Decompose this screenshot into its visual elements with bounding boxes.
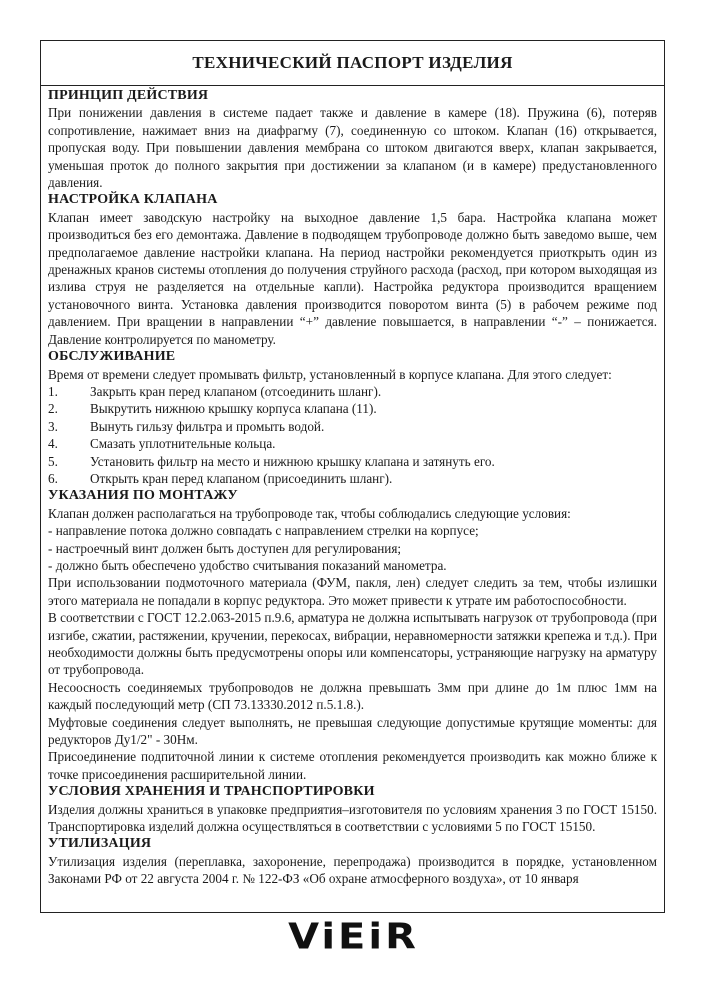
logo-text: ViEiR	[288, 916, 419, 958]
disposal-text: Утилизация изделия (переплавка, захоронение, перепродажа) производится в порядке, установленном Законами РФ от 22 августа 2004 г. № 122-ФЗ «Об охране атмосферного воздуха», от 10 января	[48, 853, 657, 887]
list-item: 2. Выкрутить нижнюю крышку корпуса клапана (11).	[48, 401, 377, 417]
service-intro: Время от времени следует промывать фильтр, установленный в корпусе клапана. Для этого следует:	[48, 366, 612, 382]
list-item: 4. Смазать уплотнительные кольца.	[48, 436, 276, 452]
setup-text: Клапан имеет заводскую настройку на выходное давление 1,5 бара. Настройка клапана может производиться без его демонтажа. Давление в подводящем трубопроводе должно быть заведомо выше, чем предполагаемое давление настройки клапана. На период настройки рекомендуется приоткрыть один из дренажных кранов системы отопления до получения струйного расхода (расход, при котором выходящая из излива струя не разделяется на отдельные капли). Настройка редуктора производится вращением установочного винта. Установка давления производится поворотом винта (5) в рабочем режиме под давлением. При вращении в направлении “+” давление повышается, в направлении “-” – понижается. Давление контролируется по манометру.	[48, 209, 657, 347]
heading-storage: УСЛОВИЯ ХРАНЕНИЯ И ТРАНСПОРТИРОВКИ	[48, 784, 375, 800]
heading-service: ОБСЛУЖИВАНИЕ	[48, 349, 176, 365]
heading-setup: НАСТРОЙКА КЛАПАНА	[48, 192, 218, 208]
list-item: 5. Установить фильтр на место и нижнюю крышку клапана и затянуть его.	[48, 453, 495, 469]
mounting-condition-2: - настроечный винт должен быть доступен для регулирования;	[48, 540, 402, 556]
heading-disposal: УТИЛИЗАЦИЯ	[48, 836, 152, 852]
mounting-p1: Клапан должен располагаться на трубопроводе так, чтобы соблюдались следующие условия:	[48, 505, 571, 521]
document-body	[41, 86, 664, 888]
storage-text: Изделия должны храниться в упаковке предприятия–изготовителя по условиям хранения 3 по ГОСТ 15150. Транспортировка изделий должна осуществляться в соответствии с условиями 5 по ГОСТ 15150.	[48, 801, 657, 835]
mounting-condition-1: - направление потока должно совпадать с направлением стрелки на корпусе;	[48, 523, 479, 539]
mounting-p2: При использовании подмоточного материала (ФУМ, пакля, лен) следует следить за тем, чтобы излишки этого материала не попадали в корпус редуктора. Это может привести к утрате им работоспособности.	[48, 575, 657, 608]
brand-logo	[0, 912, 707, 962]
heading-principle: ПРИНЦИП ДЕЙСТВИЯ	[48, 88, 209, 103]
mounting-condition-3: - должно быть обеспечено удобство считывания показаний манометра.	[48, 557, 447, 573]
passport-frame	[40, 40, 665, 913]
principle-text: При понижении давления в системе падает также и давление в камере (18). Пружина (6), потеряв сопротивление, нажимает вниз на диафрагму (7), соединенную со штоком. Клапан (16) открывается, пропуская воду. При повышении давления мембрана со штоком двигаются вверх, клапан закрывается, уменьшая проток до полного закрытия при достижении за клапаном (и в камере) предустановленного давления.	[48, 105, 657, 191]
list-item: 1. Закрыть кран перед клапаном (отсоединить шланг).	[48, 383, 382, 399]
mounting-p4: Несоосность соединяемых трубопроводов не должна превышать 3мм при длине до 1м плюс 1мм на каждый последующий метр (СП 73.13330.2012 п.5.1.8.).	[48, 679, 657, 713]
mounting-p6: Присоединение подпиточной линии к системе отопления рекомендуется производить как можно ближе к точке присоединения расширительной линии.	[48, 749, 657, 782]
mounting-p3: В соответствии с ГОСТ 12.2.063-2015 п.9.6, арматура не должна испытывать нагрузок от трубопровода (при изгибе, сжатии, растяжении, кручении, перекосах, вибрации, неравномерности затяжки крепежа и т.д.). При необходимости должны быть предусмотрены опоры или компенсаторы, устраняющие нагрузку на арматуру от трубопровода.	[48, 610, 657, 678]
mounting-p5: Муфтовые соединения следует выполнять, не превышая следующие допустимые крутящие моменты: для редукторов Ду1/2" - 30Нм.	[48, 714, 657, 748]
page-title: ТЕХНИЧЕСКИЙ ПАСПОРТ ИЗДЕЛИЯ	[41, 41, 664, 86]
list-item: 6. Открыть кран перед клапаном (присоединить шланг).	[48, 470, 393, 486]
list-item: 3. Вынуть гильзу фильтра и промыть водой.	[48, 418, 325, 434]
heading-mounting: УКАЗАНИЯ ПО МОНТАЖУ	[48, 488, 238, 504]
